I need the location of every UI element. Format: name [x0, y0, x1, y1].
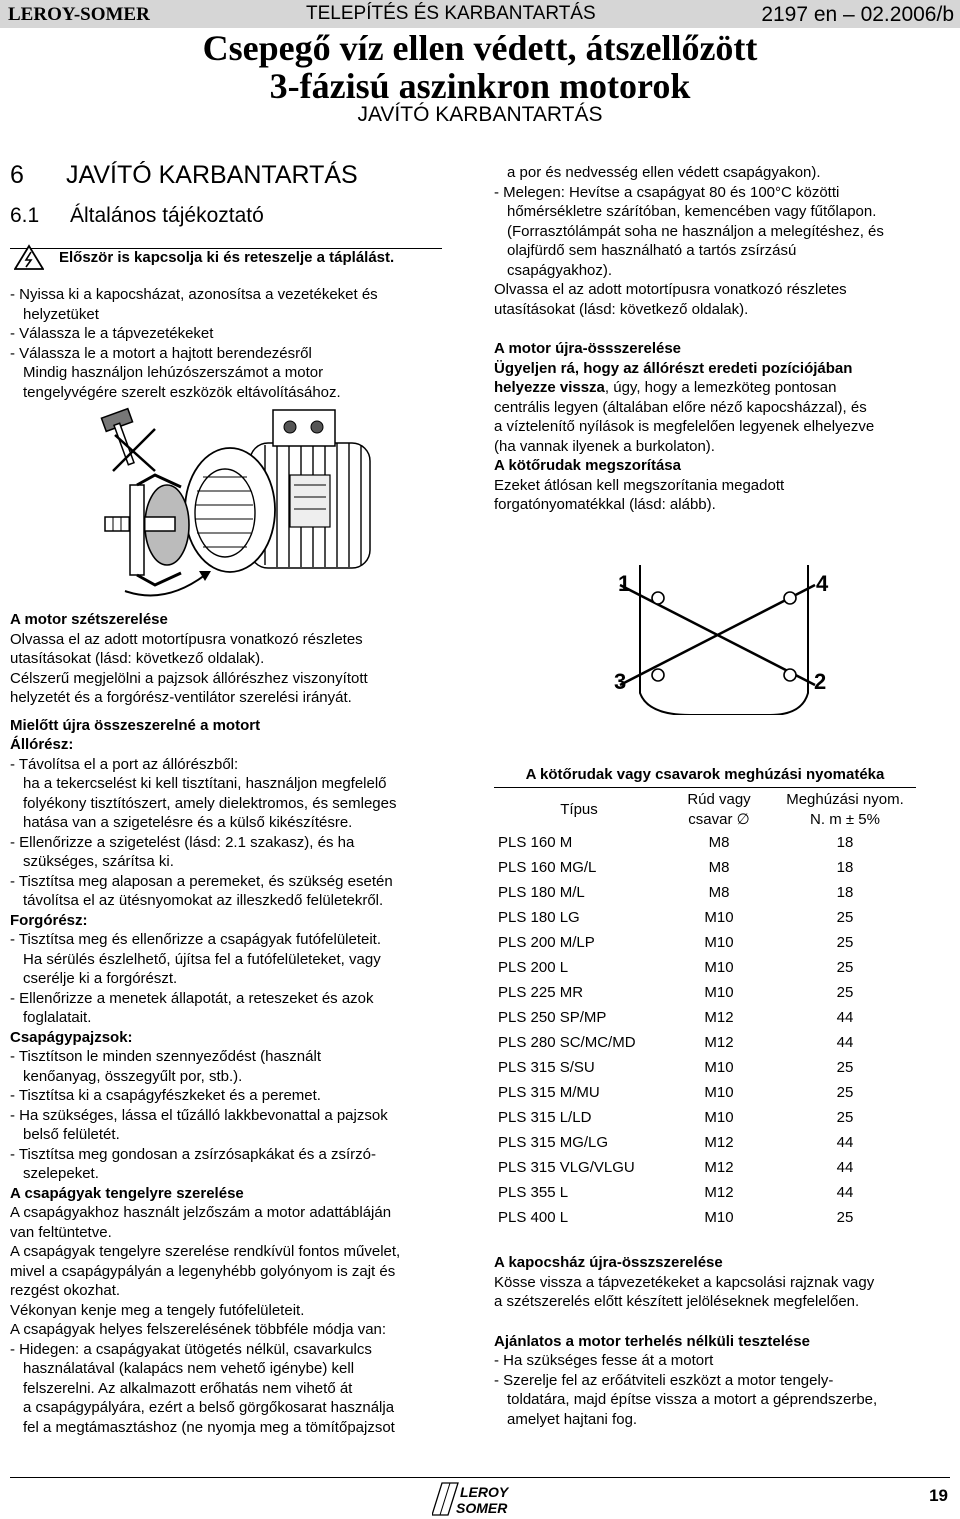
stator-heading: Állórész: — [10, 736, 74, 753]
bolt-label-1: 1 — [618, 571, 631, 596]
leroy-somer-logo — [432, 1481, 528, 1517]
torque-cell: 44 — [836, 1183, 854, 1201]
rod-cell: M12 — [704, 1133, 734, 1151]
type-cell: PLS 180 LG — [498, 908, 580, 926]
table-row — [494, 980, 916, 1005]
rod-cell: M10 — [704, 958, 734, 976]
table-row — [494, 1030, 916, 1055]
before-reassembly-heading: Mielőtt újra összeszerelné a motort — [10, 716, 261, 734]
footer-divider — [10, 1477, 950, 1478]
torque-cell: 25 — [836, 983, 854, 1001]
table-row — [494, 1055, 916, 1080]
section-heading: 6.1 Általános tájékoztató — [10, 204, 264, 227]
type-cell: PLS 250 SP/MP — [498, 1008, 607, 1026]
torque-table — [494, 790, 916, 1230]
torque-cell: 25 — [836, 958, 854, 976]
table-row — [494, 1205, 916, 1230]
type-cell: PLS 180 M/L — [498, 883, 585, 901]
rod-cell: M10 — [704, 1083, 734, 1101]
type-cell: PLS 160 M — [498, 833, 573, 851]
chapter-heading: 6 JAVÍTÓ KARBANTARTÁS — [10, 161, 358, 189]
page-number: 19 — [929, 1486, 948, 1505]
rod-cell: M8 — [708, 883, 730, 901]
no-load-test-heading: Ajánlatos a motor terhelés nélküli tesztelése — [494, 1332, 810, 1350]
table-row — [494, 855, 916, 880]
type-cell: PLS 315 VLG/VLGU — [498, 1158, 635, 1176]
type-cell: PLS 200 M/LP — [498, 933, 595, 951]
header-doc-ref: 2197 en – 02.2006/b — [761, 3, 954, 26]
torque-cell: 44 — [836, 1158, 854, 1176]
table-row — [494, 830, 916, 855]
reassembly-heading: A motor újra-össszerelése — [494, 340, 682, 357]
left-column-body: A motor szétszerelése Olvassa el az adott motortípusra vonatkozó részletes utasításokat (lásd: következő oldalak). Célszerű megjelölni a pajzsok állórészhez viszonyított helyzetét és a forgórész-ventilátor szerelési irányát. Mielőtt újra összeszerelné a motort Állórész: - Távolítsa el a port az állórészből: ha a tekercselést ki kell tisztítani, használjon megfelelő folyékony tisztítószert, amely dielektromos, és semleges hatása van a szigetelésre és a külső kikészítésre. - Ellenőrizze a szigetelést (lásd: 2.1 szakasz), és ha szükséges, szárítsa ki. - Tisztítsa meg alaposan a peremeket, és szükség esetén távolítsa el az ütésnyomokat az illeszkedő felületekről. Forgórész: - Tisztítsa meg és ellenőrizze a csapágyak futófelületeit. Ha sérülés észlelhető, újítsa fel a futófelületeket, vagy cserélje ki a forgórészt. - Ellenőrizze a menetek állapotát, a reteszeket és azok foglalatait. Csapágypajzsok: - Tisztítson le minden szennyeződést (használt kenőanyag, összegyűlt por, stb.). - Tisztítsa ki a csapágyfészkeket és a peremet. - Ha szükséges, lássa el tűzálló lakkbevonattal a pajzsok belső felületét. - Tisztítsa meg gondosan a zsírzósapkákat és a zsírzó- szelepeket. A csapágyak tengelyre szerelése A csapágyakhoz használt jelzőszám a motor adattábláján van feltüntetve. A csapágyak tengelyre szerelése rendkívül fontos művelet, mivel a csapágypályán a legenyhébb golyónyom is zajt és rezgést okozhat. Vékonyan kenje meg a tengely futófelületeit. A csapágyak helyes felszerelésének többféle módja van: - Hidegen: a csapágyakat ütögetés nélkül, csavarkulcs használatával (kalapács nem vehető igénybe) kell felszerelni. Az alkalmazott erőhatás nem vihető át a csapágypályára, ezért a belső görgőkosarat használja fel a megtámasztáshoz (ne nyomja meg a tömítőpajzsot — [10, 610, 470, 1437]
table-row — [494, 1155, 916, 1180]
page-title-line1: Csepegő víz ellen védett, átszellőzött — [202, 28, 758, 68]
rod-cell: M10 — [704, 908, 734, 926]
torque-cell: 44 — [836, 1033, 854, 1051]
rod-cell: M10 — [704, 1058, 734, 1076]
table-row — [494, 1105, 916, 1130]
header-section: TELEPÍTÉS ÉS KARBANTARTÁS — [306, 3, 596, 24]
type-cell: PLS 160 MG/L — [498, 858, 597, 876]
type-cell: PLS 315 S/SU — [498, 1058, 595, 1076]
torque-cell: 44 — [836, 1008, 854, 1026]
rod-cell: M10 — [704, 1208, 734, 1226]
torque-cell: 25 — [836, 1058, 854, 1076]
table-row — [494, 1130, 916, 1155]
tightening-order-diagram — [590, 565, 855, 715]
rod-cell: M8 — [708, 858, 730, 876]
type-cell: PLS 200 L — [498, 958, 569, 976]
intro-list: - Nyissa ki a kapocsházat, azonosítsa a vezetékeket és helyzetüket - Válassza le a tápvezetékeket - Válassza le a motort a hajtott berendezésről Mindig használjon lehúzószerszámot a motor tengelyvégére szerelt eszközök eltávolításához. — [10, 286, 378, 401]
motor-body — [185, 410, 370, 572]
page-title-line2: 3-fázisú aszinkron motorok — [269, 66, 691, 106]
torque-cell: 18 — [836, 883, 854, 901]
motor-puller-illustration — [85, 405, 415, 610]
torque-table-header: Típus Rúd vagy csavar ∅ Meghúzási nyom. N. m ± 5% — [560, 791, 904, 828]
type-cell: PLS 400 L — [498, 1208, 569, 1226]
torque-cell: 44 — [836, 1133, 854, 1151]
table-row — [494, 1080, 916, 1105]
svg-text:LEROY: LEROY — [460, 1484, 509, 1500]
header-brand: LEROY-SOMER — [8, 4, 150, 25]
rod-cell: M10 — [704, 1108, 734, 1126]
table-row — [494, 905, 916, 930]
torque-table-body — [494, 830, 916, 1230]
table-row — [494, 1180, 916, 1205]
type-cell: PLS 315 MG/LG — [498, 1133, 609, 1151]
right-column-bottom: A kapocsház újra-összszerelése Kösse vissza a tápvezetékeket a kapcsolási rajznak vagy a szétszerelés előtt készített jelöléseknek megfelelően. Ajánlatos a motor terhelés nélküli tesztelése - Ha szükséges fesse át a motort - Szerelje fel az erőátviteli eszközt a motor tengely- toldatára, majd építse vissza a motort a géprendszerbe, amelyet hajtani fog. — [494, 1253, 954, 1429]
electric-hazard-icon — [14, 244, 44, 270]
warning-text: Először is kapcsolja ki és reteszelje a táplálást. — [59, 249, 395, 266]
torque-cell: 18 — [836, 858, 854, 876]
rod-cell: M10 — [704, 983, 734, 1001]
table-row — [494, 880, 916, 905]
rotor-heading: Forgórész: — [10, 911, 88, 929]
bolt-label-3: 3 — [614, 669, 627, 694]
bearing-shields-heading: Csapágypajzsok: — [10, 1028, 133, 1046]
shaft-mounting-heading: A csapágyak tengelyre szerelése — [10, 1184, 244, 1202]
table-row — [494, 930, 916, 955]
table-row — [494, 1005, 916, 1030]
terminal-box-heading: A kapocsház újra-összszerelése — [494, 1254, 723, 1271]
hammer-crossed-icon — [101, 409, 155, 471]
rod-cell: M12 — [704, 1158, 734, 1176]
rod-cell: M12 — [704, 1183, 734, 1201]
type-cell: PLS 315 L/LD — [498, 1108, 592, 1126]
table-row — [494, 955, 916, 980]
type-cell: PLS 225 MR — [498, 983, 584, 1001]
torque-cell: 25 — [836, 1083, 854, 1101]
right-column-top: a por és nedvesség ellen védett csapágyakon). - Melegen: Hevítse a csapágyat 80 és 100°C közötti hőmérsékletre szárítóban, kemencében vagy fűtőlapon. (Forrasztólámpát soha ne használjon a melegítéshez, és olajfürdő sem használható a tartós zsírzású csapágyakhoz). Olvassa el az adott motortípusra vonatkozó részletes utasításokat (lásd: következő oldalak). A motor újra-össszerelése Ügyeljen rá, hogy az állórészt eredeti pozíciójában helyezze vissza, úgy, hogy a lemezköteg pontosan centrális legyen (általában előre néző kapocsházzal), és a víztelenítő nyílások is megfelelően legyenek elhelyezve (ha vannak ilyenek a burkolaton). A kötőrudak megszorítása Ezeket átlósan kell megszorítania megadott forgatónyomatékkal (lásd: alább). — [494, 163, 954, 515]
torque-cell: 25 — [836, 1208, 854, 1226]
tie-rods-heading: A kötőrudak megszorítása — [494, 457, 681, 474]
bolt-label-4: 4 — [816, 571, 829, 596]
type-cell: PLS 280 SC/MC/MD — [498, 1033, 636, 1051]
torque-table-block — [494, 765, 916, 1230]
disassembly-heading: A motor szétszerelése — [10, 611, 168, 628]
torque-table-caption: A kötőrudak vagy csavarok meghúzási nyomatéka — [494, 765, 916, 788]
rod-cell: M12 — [704, 1033, 734, 1051]
svg-text:SOMER: SOMER — [456, 1500, 508, 1516]
type-cell: PLS 315 M/MU — [498, 1083, 600, 1101]
torque-cell: 25 — [836, 933, 854, 951]
rod-cell: M10 — [704, 933, 734, 951]
torque-cell: 18 — [836, 833, 854, 851]
type-cell: PLS 355 L — [498, 1183, 569, 1201]
page-subtitle: JAVÍTÓ KARBANTARTÁS — [357, 103, 603, 126]
rod-cell: M12 — [704, 1008, 734, 1026]
rod-cell: M8 — [708, 833, 730, 851]
torque-cell: 25 — [836, 908, 854, 926]
bolt-label-2: 2 — [814, 669, 827, 694]
torque-cell: 25 — [836, 1108, 854, 1126]
